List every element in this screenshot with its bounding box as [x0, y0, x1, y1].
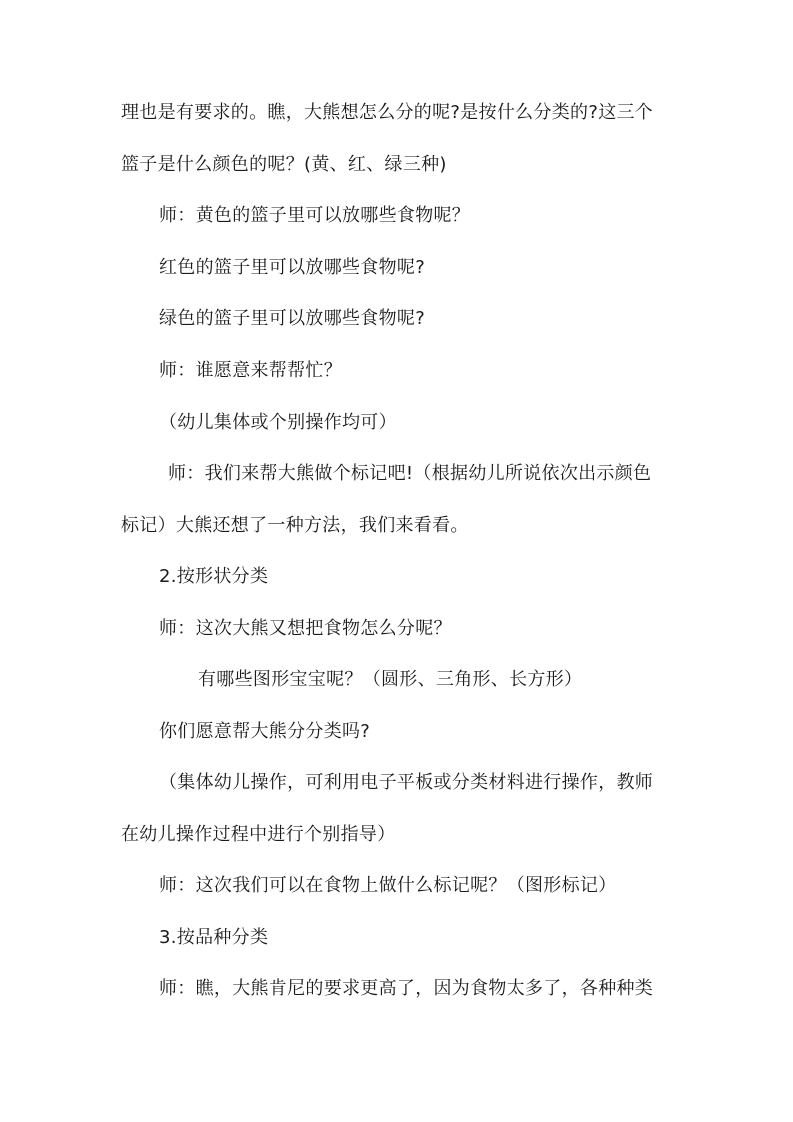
teacher-question: 有哪些图形宝宝呢？（圆形、三角形、长方形） — [198, 669, 583, 690]
teacher-question: 红色的篮子里可以放哪些食物呢? — [159, 257, 426, 278]
paragraph-line: 标记）大熊还想了一种方法，我们来看看。 — [121, 515, 469, 536]
teacher-question: 师：瞧，大熊肯尼的要求更高了，因为食物太多了，各种种类 — [159, 978, 654, 999]
section-heading: 2.按形状分类 — [159, 566, 269, 587]
paragraph-line: 师：我们来帮大熊做个标记吧!（根据幼儿所说依次出示颜色 — [168, 463, 652, 484]
activity-note: 在幼儿操作过程中进行个别指导） — [121, 824, 396, 845]
teacher-question: 师：谁愿意来帮帮忙？ — [159, 360, 342, 381]
teacher-question: 师：这次我们可以在食物上做什么标记呢？（图形标记） — [159, 875, 617, 896]
activity-note: （集体幼儿操作，可利用电子平板或分类材料进行操作，教师 — [159, 772, 654, 793]
teacher-question: 师：这次大熊又想把食物怎么分呢？ — [159, 618, 452, 639]
teacher-question: 你们愿意帮大熊分分类吗? — [159, 721, 371, 742]
teacher-question: 师：黄色的篮子里可以放哪些食物呢？ — [159, 205, 471, 226]
paragraph-line: 篮子是什么颜色的呢？(黄、红、绿三种) — [121, 154, 447, 175]
paragraph-line: 理也是有要求的。瞧，大熊想怎么分的呢?是按什么分类的?这三个 — [121, 102, 654, 123]
teacher-question: 绿色的篮子里可以放哪些食物呢? — [159, 308, 426, 329]
activity-note: （幼儿集体或个别操作均可） — [159, 412, 397, 433]
section-heading: 3.按品种分类 — [159, 927, 269, 948]
